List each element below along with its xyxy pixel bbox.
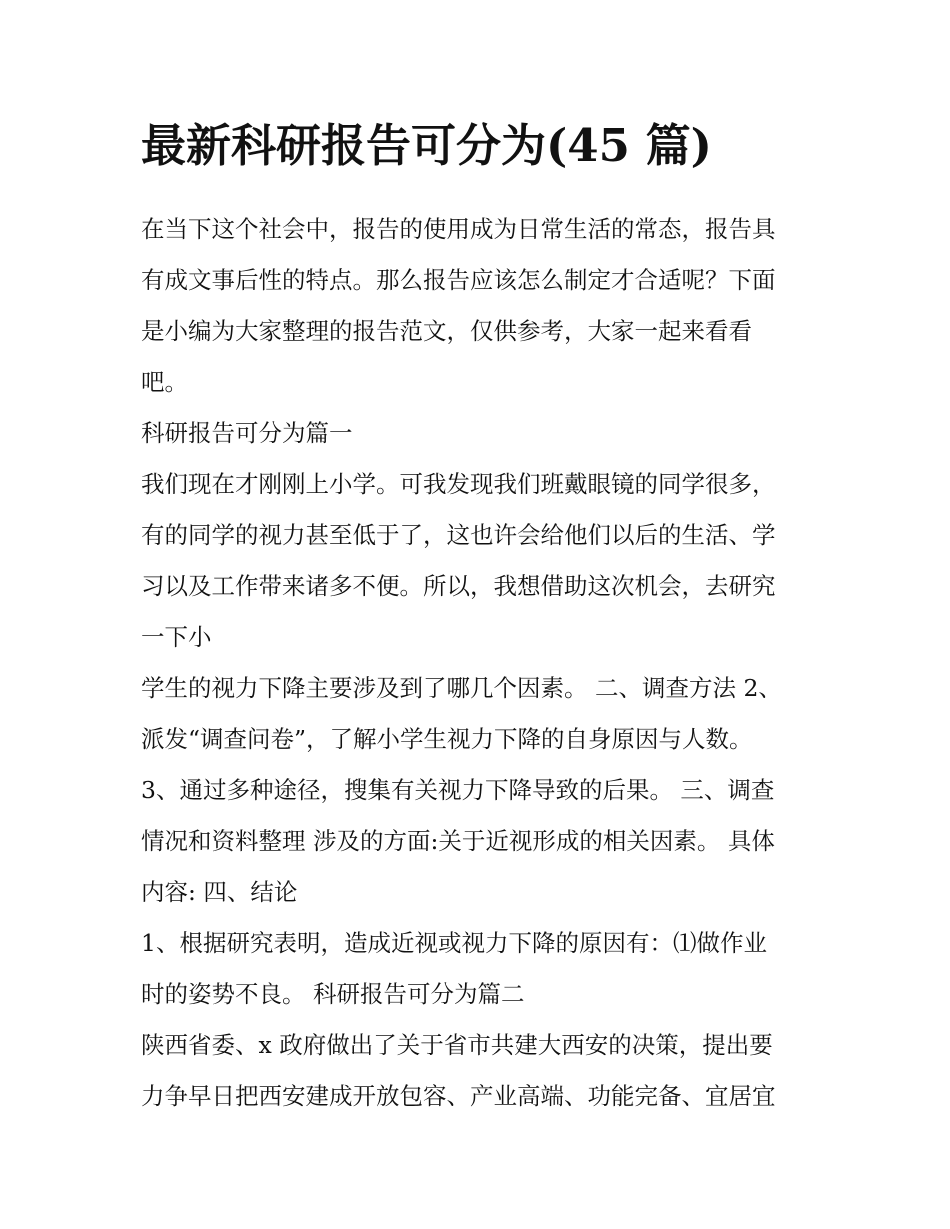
body-line: 学生的视力下降主要涉及到了哪几个因素。 二、调查方法 2、 [141, 674, 782, 702]
body-line: 情况和资料整理 涉及的方面:关于近视形成的相关因素。 具体 [141, 827, 775, 855]
body-line: 派发“调查问卷”，了解小学生视力下降的自身原因与人数。 [141, 725, 753, 753]
body-line: 3、通过多种途径，搜集有关视力下降导致的后果。 三、调查 [141, 776, 775, 804]
body-line: 在当下这个社会中，报告的使用成为日常生活的常态，报告具 [141, 215, 776, 243]
body-line: 内容: 四、结论 [141, 878, 298, 906]
body-line: 习以及工作带来诸多不便。所以，我想借助这次机会，去研究 [141, 572, 776, 600]
document-body [141, 204, 821, 1122]
body-line: 陕西省委、x 政府做出了关于省市共建大西安的决策，提出要 [141, 1031, 773, 1059]
body-line: 1、根据研究表明，造成近视或视力下降的原因有：⑴做作业 [141, 929, 767, 957]
document-page [141, 110, 821, 1122]
body-line: 一下小 [141, 623, 212, 651]
body-line: 吧。 [141, 368, 188, 396]
body-line: 我们现在才刚刚上小学。可我发现我们班戴眼镜的同学很多， [141, 470, 776, 498]
body-line: 是小编为大家整理的报告范文，仅供参考，大家一起来看看 [141, 317, 752, 345]
document-title: 最新科研报告可分为(45 篇) [141, 119, 712, 172]
section-heading: 科研报告可分为篇一 [141, 419, 353, 447]
body-line: 有的同学的视力甚至低于了，这也许会给他们以后的生活、学 [141, 521, 776, 549]
body-line: 力争早日把西安建成开放包容、产业高端、功能完备、宜居宜 [141, 1082, 776, 1110]
body-line: 有成文事后性的特点。那么报告应该怎么制定才合适呢？下面 [141, 266, 776, 294]
body-line: 时的姿势不良。 科研报告可分为篇二 [141, 980, 525, 1008]
